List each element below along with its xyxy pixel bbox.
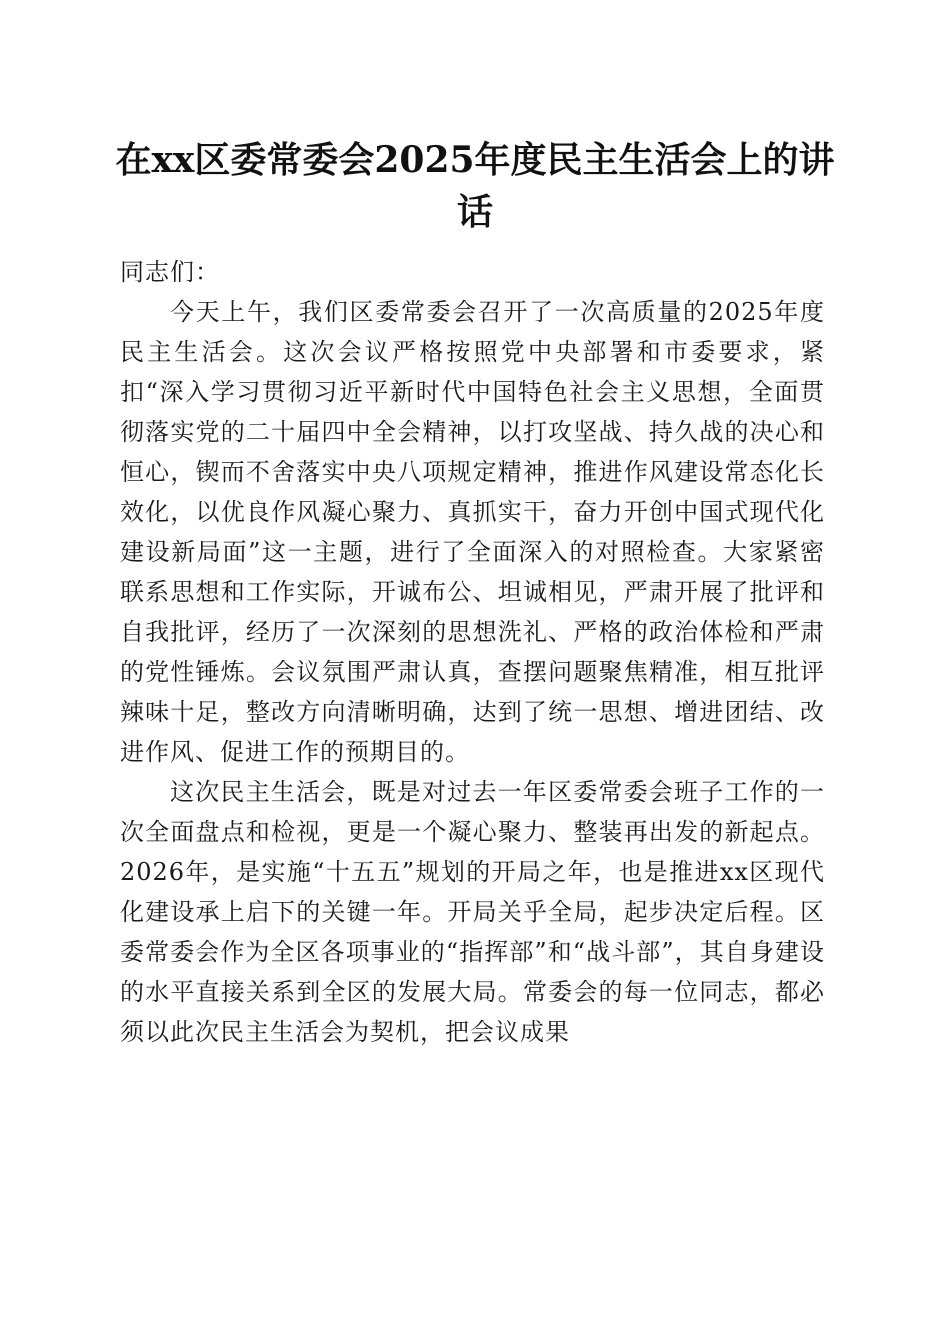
paragraph-1: 今天上午，我们区委常委会召开了一次高质量的2025年度民主生活会。这次会议严格按照党中央部署和市委要求，紧扣“深入学习贯彻习近平新时代中国特色社会主义思想，全面贯彻落实党的二十届四中全会精神，以打攻坚战、持久战的决心和恒心，锲而不舍落实中央八项规定精神，推进作风建设常态化长效化，以优良作风凝心聚力、真抓实干，奋力开创中国式现代化建设新局面”这一主题，进行了全面深入的对照检查。大家紧密联系思想和工作实际，开诚布公、坦诚相见，严肃开展了批评和自我批评，经历了一次深刻的思想洗礼、严格的政治体检和严肃的党性锤炼。会议氛围严肃认真，查摆问题聚焦精准，相互批评辣味十足，整改方向清晰明确，达到了统一思想、增进团结、改进作风、促进工作的预期目的。 [120,298,825,766]
document-body [120,252,825,1052]
salutation: 同志们： [120,258,220,286]
document-title: 在xx区委常委会2025年度民主生活会上的讲话 [115,139,835,233]
paragraph-2: 这次民主生活会，既是对过去一年区委常委会班子工作的一次全面盘点和检视，更是一个凝心聚力、整装再出发的新起点。2026年，是实施“十五五”规划的开局之年，也是推进xx区现代化建设承上启下的关键一年。开局关乎全局，起步决定后程。区委常委会作为全区各项事业的“指挥部”和“战斗部”，其自身建设的水平直接关系到全区的发展大局。常委会的每一位同志，都必须以此次民主生活会为契机，把会议成果 [120,778,825,1046]
